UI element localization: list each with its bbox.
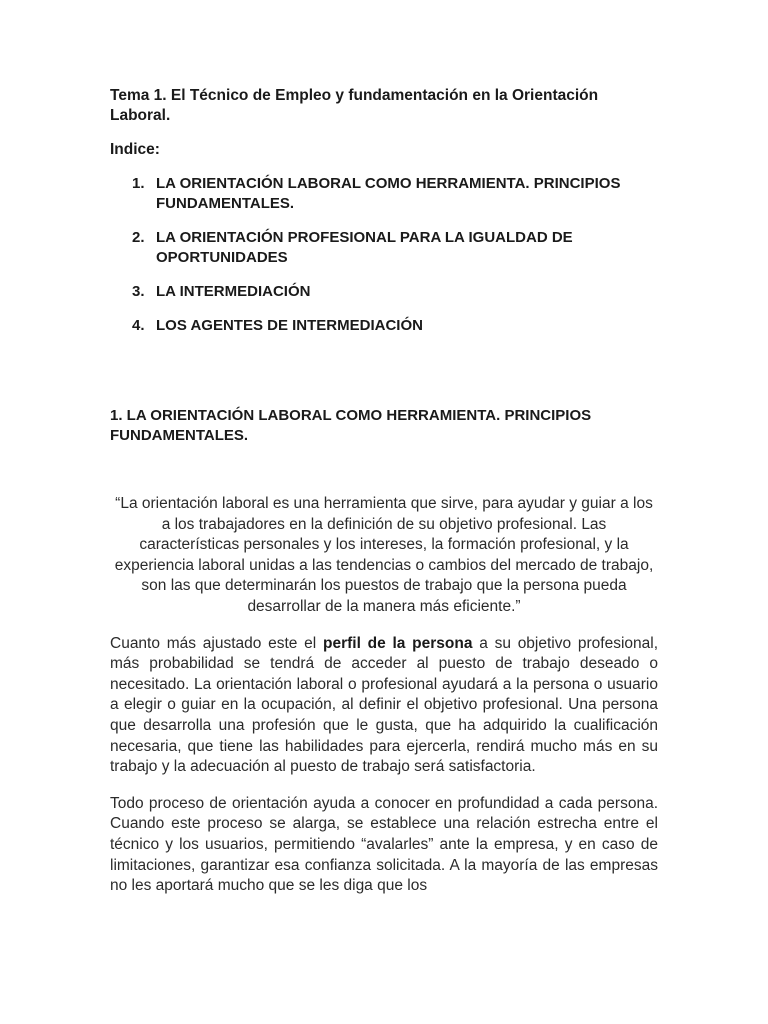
bold-phrase: perfil de la persona — [322, 634, 473, 652]
index-number: 3. — [132, 283, 145, 300]
index-item — [110, 228, 658, 268]
index-number: 4. — [132, 317, 145, 334]
index-text: LOS AGENTES DE INTERMEDIACIÓN — [156, 317, 423, 334]
index-item — [110, 282, 658, 302]
paragraph-text: a su objetivo profesional, más probabilidad se tendrá de acceder al puesto de trabajo deseado o necesitado. La orientación laboral o profesional ayudará a la persona o usuario a elegir o guiar en la ocupación, al definir el objetivo profesional. Una persona que desarrolla una profesión que le gusta, que ha adquirido la cualificación necesaria, que tiene las habilidades para ejercerla, rendirá mucho más en su trabajo y la adecuación al puesto de trabajo será satisfactoria. — [110, 634, 658, 776]
index-item — [110, 174, 658, 214]
index-number: 1. — [132, 175, 145, 192]
section-heading: 1. LA ORIENTACIÓN LABORAL COMO HERRAMIENTA. PRINCIPIOS FUNDAMENTALES. — [110, 407, 592, 444]
index-item — [110, 316, 658, 336]
index-text: LA ORIENTACIÓN LABORAL COMO HERRAMIENTA. PRINCIPIOS FUNDAMENTALES. — [156, 175, 621, 212]
index-list — [110, 174, 658, 336]
index-label: Indice: — [110, 141, 160, 158]
document-title: Tema 1. El Técnico de Empleo y fundamentación en la Orientación Laboral. — [110, 87, 599, 124]
body-paragraph — [110, 634, 658, 778]
document-page — [110, 86, 658, 897]
index-text: LA ORIENTACIÓN PROFESIONAL PARA LA IGUALDAD DE OPORTUNIDADES — [156, 229, 573, 266]
index-text: LA INTERMEDIACIÓN — [156, 283, 311, 300]
body-paragraph: Todo proceso de orientación ayuda a conocer en profundidad a cada persona. Cuando este proceso se alarga, se establece una relación estrecha entre el técnico y los usuarios, permitiendo “avalarles” ante la empresa, y en caso de limitaciones, garantizar esa confianza solicitada. A la mayoría de las empresas no les aportará mucho que se les diga que los — [110, 794, 658, 895]
paragraph-text: Cuanto más ajustado este el — [110, 634, 323, 652]
index-number: 2. — [132, 229, 145, 246]
quote-paragraph: “La orientación laboral es una herramienta que sirve, para ayudar y guiar a los a los trabajadores en la definición de su objetivo profesional. Las características personales y los intereses, la formación profesional, y la experiencia laboral unidas a las tendencias o cambios del mercado de trabajo, son las que determinarán los puestos de trabajo que la persona pueda desarrollar de la manera más eficiente.” — [114, 495, 654, 615]
